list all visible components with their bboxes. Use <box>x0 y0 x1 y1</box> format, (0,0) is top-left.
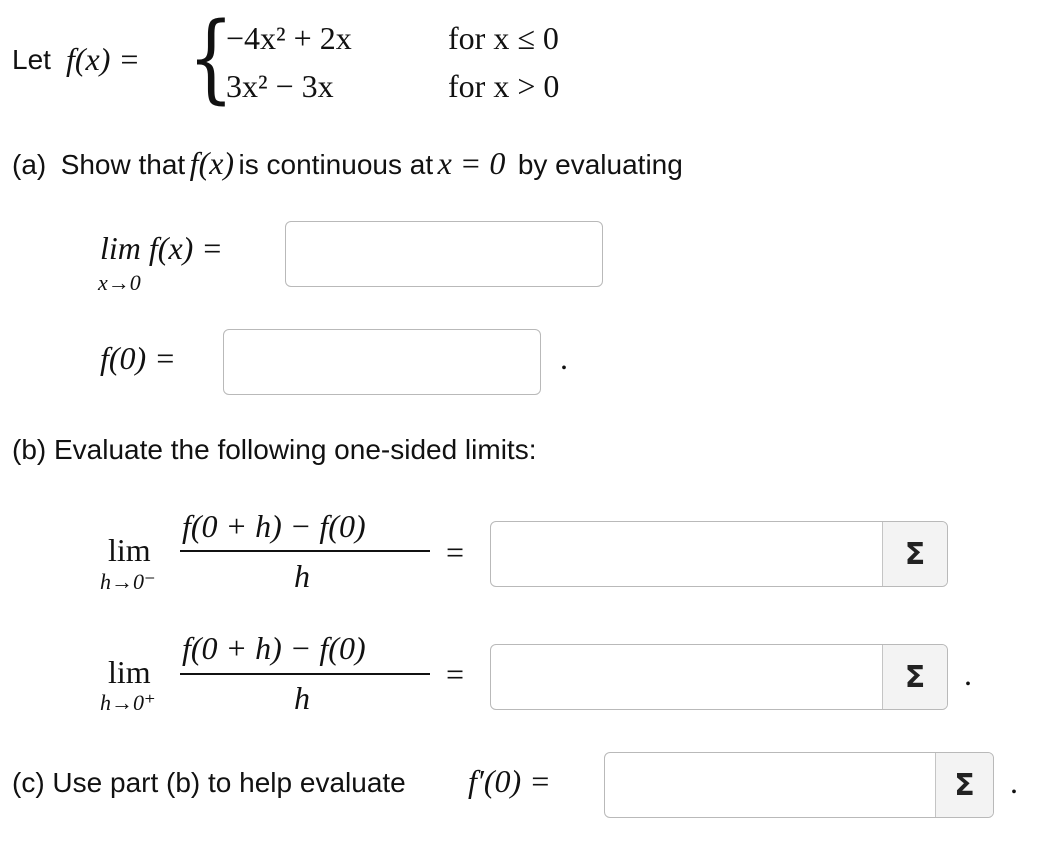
part-a-xeq: x = 0 <box>437 145 506 181</box>
f0-period: . <box>560 340 568 376</box>
right-denominator: h <box>294 680 310 716</box>
part-a-label: (a) <box>12 149 47 180</box>
f0-answer-input[interactable] <box>224 330 541 394</box>
part-a-text-after: by evaluating <box>517 149 683 180</box>
right-limit-answer-box <box>490 644 948 710</box>
left-limit-answer-input[interactable] <box>491 522 882 586</box>
function-name: f(x) = <box>66 41 140 77</box>
let-label: Let <box>12 44 51 75</box>
right-equals: = <box>446 656 465 692</box>
limit-lhs: lim f(x) = <box>100 230 223 266</box>
part-c-fprime: f′(0) = <box>468 763 551 799</box>
piecewise-case1-cond: for x ≤ 0 <box>448 20 559 56</box>
sigma-icon: Σ <box>954 767 975 803</box>
limit-subscript: x→0 <box>98 270 141 295</box>
left-fraction-bar <box>180 550 430 552</box>
part-b-prompt: (b) Evaluate the following one-sided limits: <box>12 434 537 465</box>
limit-answer-input[interactable] <box>286 222 603 286</box>
f0-lhs: f(0) = <box>100 340 176 376</box>
fprime-answer-box <box>604 752 994 818</box>
right-limit-answer-input[interactable] <box>491 645 882 709</box>
fprime-answer-input[interactable] <box>605 753 935 817</box>
right-limit-equation-editor-button[interactable] <box>882 645 947 709</box>
limit-answer-box <box>285 221 603 287</box>
part-c-prompt: (c) Use part (b) to help evaluate <box>12 767 406 798</box>
left-denominator: h <box>294 558 310 594</box>
left-limit-answer-box <box>490 521 948 587</box>
part-a-prompt <box>12 145 683 182</box>
left-limit-equation-editor-button[interactable] <box>882 522 947 586</box>
part-a-fx: f(x) <box>189 145 235 181</box>
part-a-text-before: Show that <box>60 149 186 180</box>
piecewise-case2-expr: 3x² − 3x <box>226 68 334 104</box>
sigma-icon: Σ <box>904 659 926 695</box>
left-equals: = <box>446 534 465 570</box>
piecewise-case2-cond: for x > 0 <box>448 68 560 104</box>
piecewise-case1-expr: −4x² + 2x <box>226 20 352 56</box>
fprime-period: . <box>1010 764 1018 800</box>
part-a-text-mid: is continuous at <box>238 149 434 180</box>
left-numerator: f(0 + h) − f(0) <box>182 508 366 544</box>
right-lim-subscript: h→0⁺ <box>100 690 156 715</box>
fprime-equation-editor-button[interactable] <box>935 753 993 817</box>
right-numerator: f(0 + h) − f(0) <box>182 630 366 666</box>
sigma-icon: Σ <box>904 536 926 572</box>
right-fraction-bar <box>180 673 430 675</box>
right-limit-period: . <box>964 656 972 692</box>
left-lim-word: lim <box>108 532 151 568</box>
f0-answer-box <box>223 329 541 395</box>
left-lim-subscript: h→0⁻ <box>100 569 156 594</box>
right-lim-word: lim <box>108 654 151 690</box>
piecewise-brace: { <box>188 2 234 114</box>
